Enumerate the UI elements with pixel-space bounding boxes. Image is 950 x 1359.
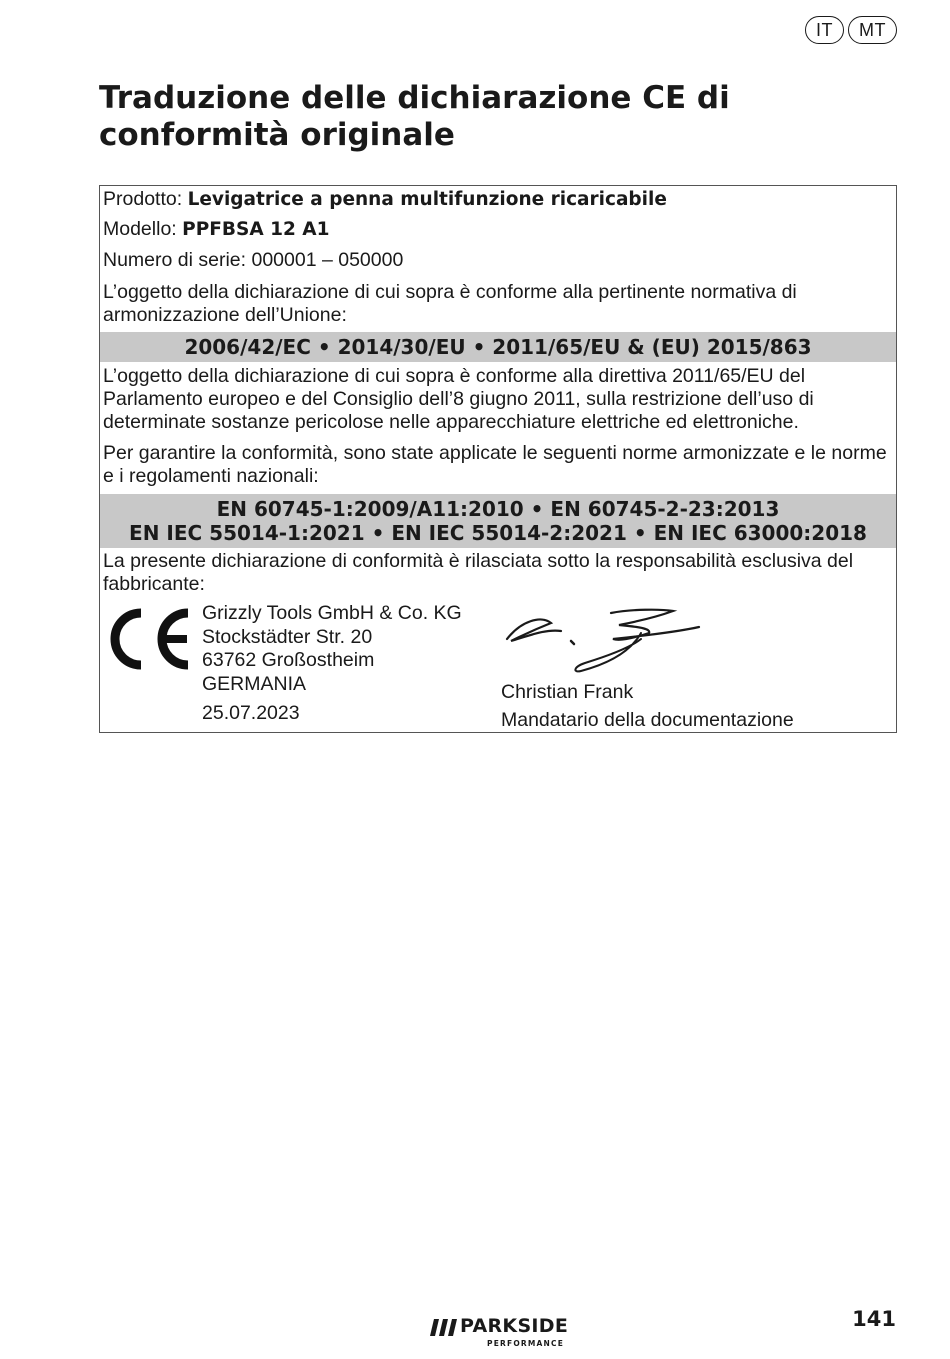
- ce-mark-logo: [101, 606, 193, 672]
- standards-line-2: EN IEC 55014-1:2021 • EN IEC 55014-2:2021 • EN IEC 63000:2018: [129, 521, 867, 545]
- language-badge-it: IT: [805, 16, 844, 44]
- model-line: [103, 218, 893, 241]
- rohs-statement: L’oggetto della dichiarazione di cui sopra è conforme alla direttiva 2011/65/EU del Parlamento europeo e del Consiglio dell’8 giugno 2011, sulla restrizione dell’uso di determinate sostanze pericolose nelle apparecchiature elettriche ed elettroniche.: [103, 365, 814, 433]
- responsibility-statement: La presente dichiarazione di conformità è rilasciata sotto la responsabilità esclusiva del fabbricante:: [103, 550, 854, 595]
- manufacturer-name: Grizzly Tools GmbH & Co. KG: [202, 602, 462, 624]
- manufacturer-street: Stockstädter Str. 20: [202, 625, 373, 648]
- manufacturer-country: GERMANIA: [202, 672, 307, 695]
- brand-slashes-icon: [430, 1319, 458, 1336]
- model-value: PPFBSA 12 A1: [182, 219, 330, 240]
- parkside-logo: [430, 1315, 590, 1351]
- language-badge-mt: MT: [848, 16, 897, 44]
- product-line: [103, 188, 893, 211]
- signer-name: Christian Frank: [501, 681, 634, 703]
- product-label: Prodotto:: [103, 188, 183, 210]
- signer-role: Mandatario della documentazione: [501, 709, 794, 731]
- standards-line-1: EN 60745-1:2009/A11:2010 • EN 60745-2-23:2013: [216, 497, 780, 521]
- directives-band: 2006/42/EC • 2014/30/EU • 2011/65/EU & (EU) 2015/863: [100, 332, 896, 362]
- standards-band: [100, 494, 896, 548]
- declaration-date: 25.07.2023: [202, 702, 300, 724]
- manufacturer-city: 63762 Großostheim: [202, 649, 375, 671]
- product-value: Levigatrice a penna multifunzione ricaricabile: [187, 189, 667, 210]
- brand-subtitle: PERFORMANCE: [487, 1339, 565, 1348]
- standards-intro: Per garantire la conformità, sono state applicate le seguenti norme armonizzate e le norme e i regolamenti nazionali:: [103, 442, 887, 487]
- conformity-statement: L’oggetto della dichiarazione di cui sopra è conforme alla pertinente normativa di armonizzazione dell’Unione:: [103, 281, 797, 326]
- language-badges: [805, 16, 897, 44]
- serial-number: Numero di serie: 000001 – 050000: [103, 249, 404, 271]
- page-number: 141: [852, 1307, 896, 1331]
- page-title: Traduzione delle dichiarazione CE di conformità originale: [99, 80, 730, 153]
- brand-name: PARKSIDE: [460, 1315, 569, 1337]
- model-label: Modello:: [103, 218, 177, 240]
- declaration-box: [99, 185, 897, 733]
- signature: [501, 601, 711, 681]
- signer-block: [501, 678, 794, 734]
- manufacturer-address: [202, 602, 462, 696]
